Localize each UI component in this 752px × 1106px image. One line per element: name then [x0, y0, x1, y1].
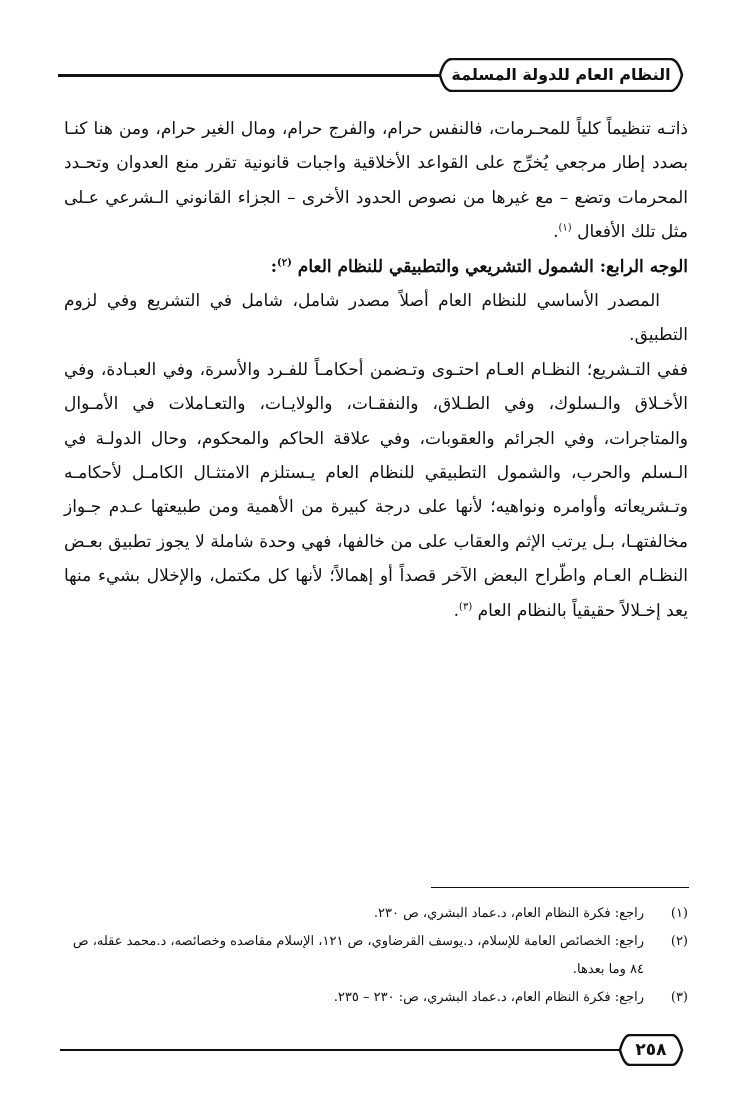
- paragraph: [64, 112, 688, 250]
- footnote-text: راجع: فكرة النظام العام، د.عماد البشري، ص: ٢٣٠ – ٢٣٥.: [333, 990, 644, 1005]
- footnote-text: راجع: الخصائص العامة للإسلام، د.يوسف القرضاوي، ص ١٢١، الإسلام مقاصده وخصائصه، د.محمد عقله، ص ٨٤ وما بعدها.: [72, 934, 644, 977]
- page-number-tab: [618, 1034, 684, 1066]
- header-rule: [58, 74, 443, 77]
- subheading-text: الوجه الرابع: الشمول التشريعي والتطبيقي للنظام العام: [297, 256, 688, 277]
- footnote-number: (٣): [670, 990, 688, 1005]
- main-text: [64, 112, 688, 628]
- subheading-end: :: [270, 256, 278, 277]
- paragraph: المصدر الأساسي للنظام العام أصلاً مصدر شامل، شامل في التشريع وفي لزوم التطبيق.: [64, 291, 688, 346]
- running-header-title: النظام العام للدولة المسلمة: [451, 65, 671, 84]
- footnote-ref: (٣): [459, 601, 473, 613]
- page-number: ٢٥٨: [635, 1040, 667, 1060]
- footnote-item: [64, 928, 688, 984]
- paragraph-1-text: ذاتـه تنظيماً كلياً للمحـرمات، فالنفس حرام، والفرج حرام، ومال الغير حرام، ومن هنا كنـا بصدد إطار مرجعي يُخرِّج على القواعد الأخلاقية واجبات قانونية تقرر منع العدوان وتحـدد المحرمات وتضع – مع غيرها من نصوص الحدود الأخرى – الجزاء القانوني الـشرعي عـلى مثل تلك الأفعال: [64, 119, 688, 243]
- section-subheading: [64, 250, 688, 284]
- footnote-text: راجع: فكرة النظام العام، د.عماد البشري، ص ٢٣٠.: [373, 906, 644, 921]
- paragraph-1-end: .: [553, 222, 559, 243]
- footnote-ref: (٢): [277, 256, 292, 268]
- running-header: [438, 58, 684, 92]
- footnote-item: [64, 984, 688, 1012]
- footnotes: [64, 900, 688, 1012]
- paragraph-3-text: ففي التـشريع؛ النظـام العـام احتـوى وتـضمن أحكامـاً للفـرد والأسرة، وفي العبـادة، وفي الأخـلاق والـسلوك، وفي الطـلاق، والنفقـات، والولايـات، والتعـاملات في الأمـوال والمتاجرات، وفي الجرائم والعقوبات، وفي علاقة الحاكم والمحكوم، وحال الدولـة في الـسلم والحرب، والشمول التطبيقي للنظام العام يـستلزم الامتثـال الكامـل لأحكامـه وتـشريعاته وأوامره ونواهيه؛ لأنها على درجة كبيرة من الأهمية ومن طبيعتها عـدم جـواز مخالفتهـا، بـل يرتب الإثم والعقاب على من خالفها، فهي وحدة شاملة لا يجوز تطبيق بعـض النظـام العـام واطّراح البعض الآخر قصداً أو إهمالاً؛ لأنها كل مكتمل، والإخلال بشيء منها يعد إخـلالاً حقيقياً بالنظام العام: [64, 359, 688, 621]
- paragraph: [64, 353, 688, 628]
- paragraph-3-end: .: [453, 600, 460, 621]
- footnote-separator: [431, 887, 689, 888]
- footnote-ref: (١): [558, 222, 572, 234]
- footnote-number: (٢): [670, 934, 688, 949]
- footnote-number: (١): [670, 906, 688, 921]
- footnote-item: [64, 900, 688, 928]
- footer-rule: [60, 1049, 620, 1051]
